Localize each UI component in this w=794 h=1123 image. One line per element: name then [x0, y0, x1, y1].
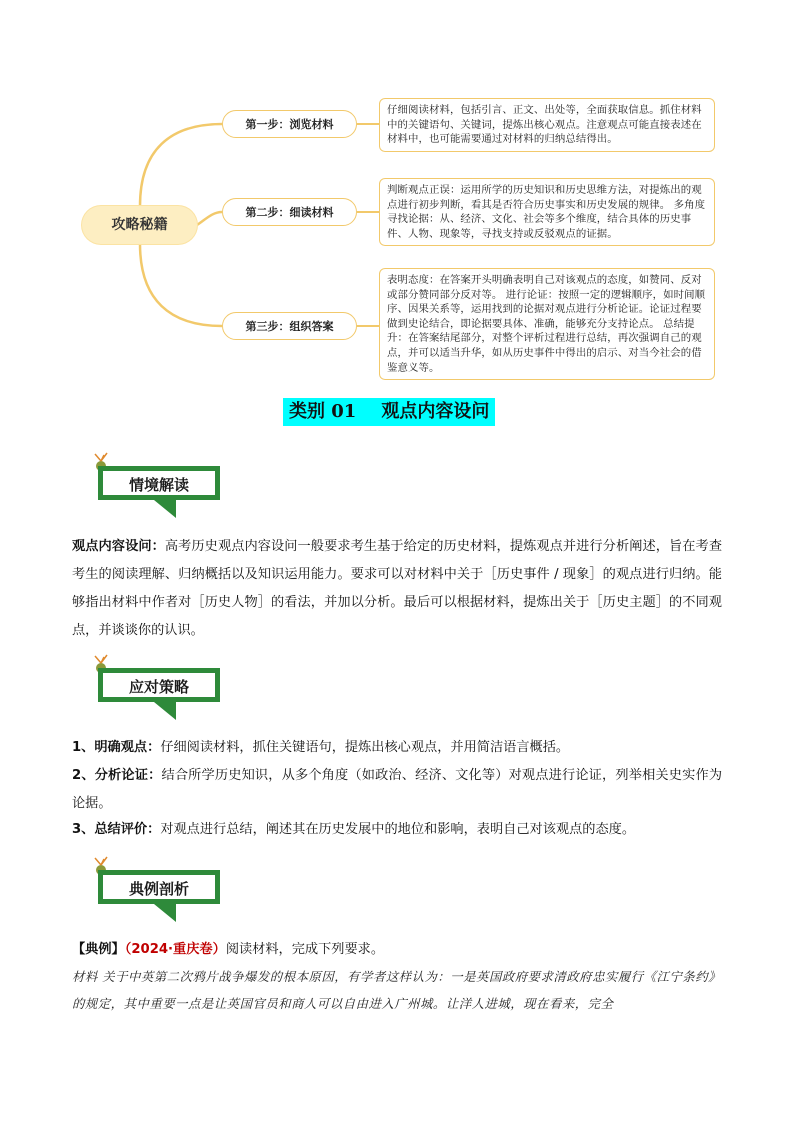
section-heading-strategy — [92, 654, 222, 726]
mindmap-step-2: 第二步：细读材料 — [222, 198, 357, 226]
mindmap-detail-3-text: 表明态度：在答案开头明确表明自己对该观点的态度，如赞同、反对或部分赞同部分反对等。 进行论证：按照一定的逻辑顺序，如时间顺序、因果关系等，运用找到的论据对观点进行分析论证。论证过程要做到史论结合，即论据要具体、准确，能够充分支持论点。 总结提升：在答案结尾部分，对整个评析过程进行总结，再次强调自己的观点，并可以适当升华，如从历史事件中得出的启示、对当今社会的借鉴意义等。 — [387, 274, 706, 374]
mindmap-step-1: 第一步：浏览材料 — [222, 110, 357, 138]
mindmap-detail-2 — [379, 178, 715, 246]
strategy-item-2-title: 分析论证： — [94, 768, 162, 783]
strategy-item-3: 3、总结评价：对观点进行总结，阐述其在历史发展中的地位和影响，表明自己对该观点的态度。 — [72, 822, 636, 837]
situation-term: 观点内容设问： — [72, 539, 165, 554]
mindmap-detail-1-text: 仔细阅读材料，包括引言、正文、出处等，全面获取信息。抓住材料中的关键语句、关键词，提炼出核心观点。注意观点可能直接表述在材料中，也可能需要通过对材料的归纳总结得出。 — [387, 104, 702, 146]
mindmap-step-3: 第三步：组织答案 — [222, 312, 357, 340]
section-heading-strategy-label: 应对策略 — [128, 678, 189, 696]
category-title: 类别 01 观点内容设问 — [283, 398, 495, 426]
section-heading-example-label: 典例剖析 — [128, 880, 189, 898]
strategy-item-1-title: 明确观点： — [94, 740, 161, 755]
situation-text: 高考历史观点内容设问一般要求考生基于给定的历史材料，提炼观点并进行分析阐述，旨在考查考生的阅读理解、归纳概括以及知识运用能力。要求可以对材料中关于［历史事件 / 现象］的观点进行归纳。能够指出材料中作者对［历史人物］的看法，并加以分析。最后可以根据材料，提炼出关于［历史主题］的不同观点，并谈谈你的认识。 — [72, 539, 723, 638]
connector-step1 — [140, 124, 222, 206]
situation-paragraph — [72, 533, 722, 645]
connector-step2 — [197, 212, 222, 225]
strategy-item-2: 2、分析论证：结合所学历史知识，从多个角度（如政治、经济、文化等）对观点进行论证，列举相关史实作为论据。 — [72, 768, 723, 811]
example-tag: 【典例】 — [72, 942, 125, 957]
example-intro — [72, 936, 722, 964]
example-material: 材料 关于中英第二次鸦片战争爆发的根本原因，有学者这样认为：一是英国政府要求清政府忠实履行《江宁条约》的规定，其中重要一点是让英国官员和商人可以自由进入广州城。让洋人进城，现在看来，完全 — [72, 969, 721, 1011]
mindmap-detail-1 — [379, 98, 715, 152]
example-source: （2024·重庆卷） — [124, 942, 226, 957]
mindmap-root: 攻略秘籍 — [82, 206, 197, 244]
section-heading-situation-label: 情境解读 — [128, 476, 189, 494]
mindmap-detail-3 — [379, 268, 715, 380]
section-heading-situation — [92, 452, 222, 524]
strategy-item-1: 1、明确观点：仔细阅读材料，抓住关键语句，提炼出核心观点，并用简洁语言概括。 — [72, 740, 570, 755]
strategy-item-3-title: 总结评价： — [94, 822, 161, 837]
example-instruction: 阅读材料，完成下列要求。 — [225, 942, 385, 957]
mindmap-detail-2-text: 判断观点正误：运用所学的历史知识和历史思维方法，对提炼出的观点进行初步判断，看其是否符合历史事实和历史发展的规律。 多角度寻找论据：从、经济、文化、社会等多个维度，结合具体的历史事件、人物、现象等，寻找支持或反驳观点的证据。 — [387, 184, 706, 240]
connector-step3 — [140, 244, 222, 326]
section-heading-example — [92, 856, 222, 928]
